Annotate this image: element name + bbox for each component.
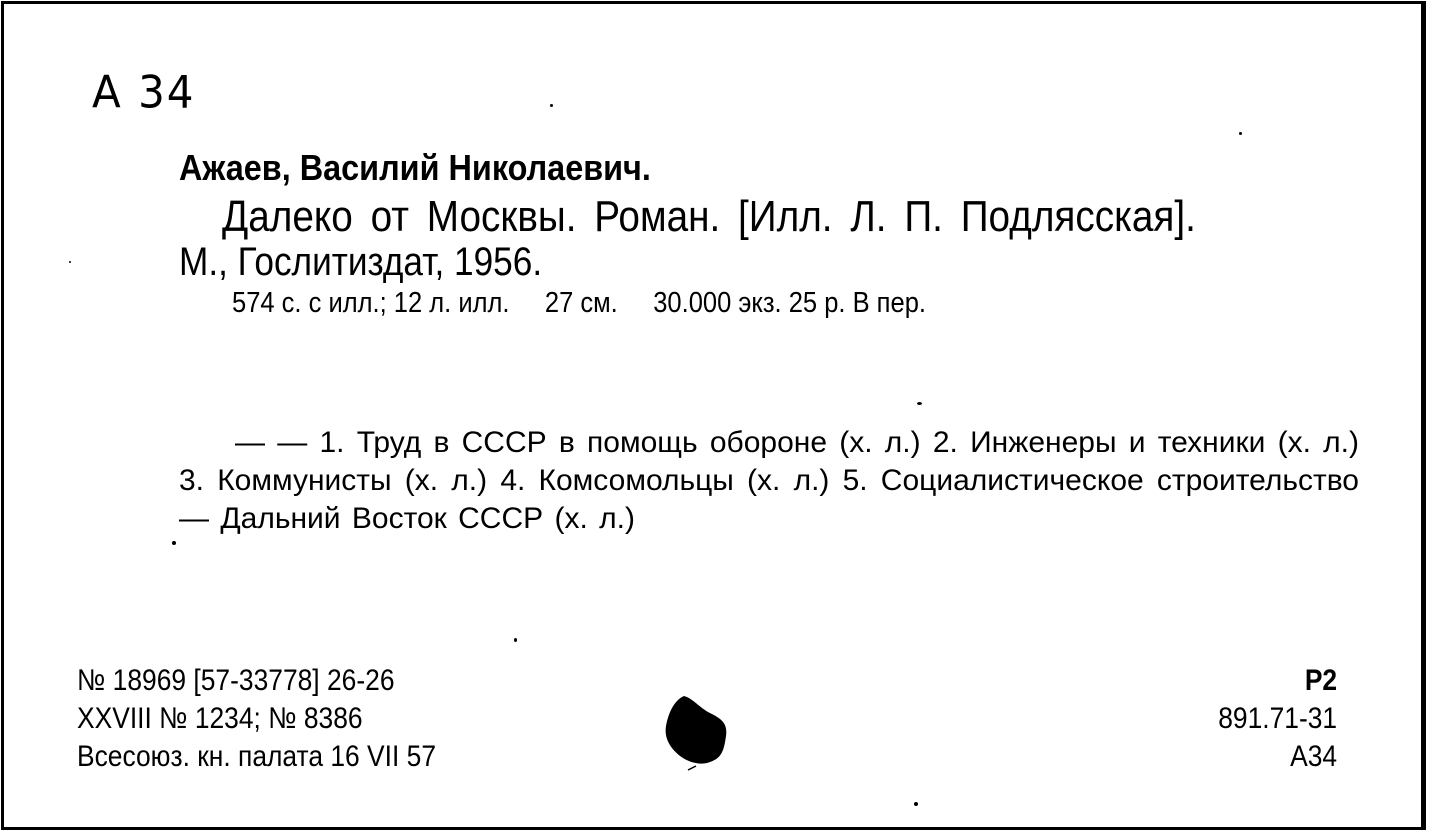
author-heading: Ажаев, Василий Николаевич. xyxy=(179,147,651,188)
registration-codes: XXVIII № 1234; № 8386 xyxy=(77,702,363,735)
punch-hole-icon xyxy=(662,692,732,772)
classification-code: Р2 xyxy=(1304,664,1337,697)
speck-decoration xyxy=(172,541,176,545)
catalog-card xyxy=(1,1,1426,830)
chamber-stamp: Всесоюз. кн. палата 16 VII 57 xyxy=(77,740,437,773)
speck-decoration xyxy=(1239,132,1242,135)
collation-line: 574 с. с илл.; 12 л. илл. 27 см. 30.000 экз. 25 р. В пер. xyxy=(232,287,926,319)
speck-decoration xyxy=(69,261,71,263)
author-mark: А34 xyxy=(1290,740,1337,773)
subject-headings: — — 1. Труд в СССР в помощь обороне (х. л.) 2. Инженеры и техники (х. л.) 3. Коммунисты (х. л.) 4. Комсомольцы (х. л.) 5. Социалистическое строительство — Дальний Восток СССР (х. л.) xyxy=(179,426,1359,535)
speck-decoration xyxy=(550,104,553,107)
handwritten-call-mark: А 34 xyxy=(92,66,196,119)
registration-info xyxy=(77,662,436,776)
speck-decoration xyxy=(914,802,918,806)
title-statement: Далеко от Москвы. Роман. [Илл. Л. П. Подлясская]. xyxy=(222,192,1196,241)
speck-decoration xyxy=(514,638,517,642)
classification-info xyxy=(1218,662,1337,776)
registration-number: № 18969 [57-33778] 26-26 xyxy=(77,664,395,697)
speck-decoration xyxy=(917,402,922,405)
imprint-line: М., Гослитиздат, 1956. xyxy=(179,240,543,284)
udc-index: 891.71-31 xyxy=(1218,702,1337,735)
